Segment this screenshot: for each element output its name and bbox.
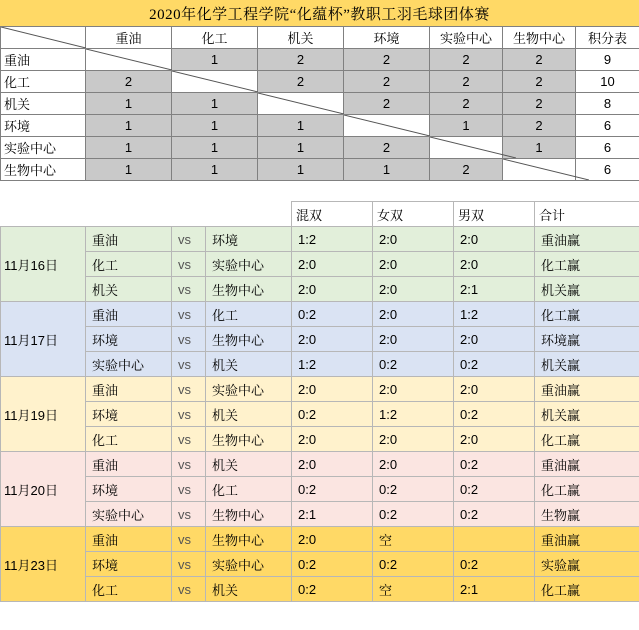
standings-score-cell: 1	[86, 93, 172, 115]
match-date-cell: 11月19日	[1, 377, 86, 452]
standings-points-cell: 6	[576, 159, 639, 181]
table-row	[1, 502, 639, 527]
womens-doubles-score-cell: 2:0	[373, 302, 454, 327]
away-team-cell: 生物中心	[206, 277, 292, 302]
table-row	[1, 277, 639, 302]
match-result-cell: 重油赢	[535, 227, 639, 252]
matches-col-header: 男双	[454, 202, 535, 227]
matches-col-header: 合计	[535, 202, 639, 227]
home-team-cell: 环境	[86, 402, 172, 427]
vs-label-cell: vs	[172, 277, 206, 302]
womens-doubles-score-cell: 2:0	[373, 377, 454, 402]
mixed-doubles-score-cell: 2:0	[292, 427, 373, 452]
standings-row	[1, 71, 639, 93]
womens-doubles-score-cell: 2:0	[373, 452, 454, 477]
table-row	[1, 527, 639, 552]
match-result-cell: 化工赢	[535, 577, 639, 602]
match-result-cell: 重油赢	[535, 527, 639, 552]
vs-label-cell: vs	[172, 402, 206, 427]
mens-doubles-score-cell: 2:0	[454, 327, 535, 352]
standings-row-label: 化工	[1, 71, 86, 93]
standings-row	[1, 49, 639, 71]
standings-points-cell: 6	[576, 137, 639, 159]
home-team-cell: 化工	[86, 427, 172, 452]
womens-doubles-score-cell: 0:2	[373, 477, 454, 502]
home-team-cell: 环境	[86, 477, 172, 502]
standings-score-cell: 1	[172, 93, 258, 115]
standings-diagonal-cell	[344, 115, 430, 137]
matches-header-blank	[1, 202, 86, 227]
womens-doubles-score-cell: 0:2	[373, 352, 454, 377]
mixed-doubles-score-cell: 2:0	[292, 452, 373, 477]
home-team-cell: 化工	[86, 577, 172, 602]
standings-score-cell: 2	[86, 71, 172, 93]
standings-score-cell: 1	[172, 159, 258, 181]
standings-score-cell: 1	[86, 115, 172, 137]
standings-score-cell: 1	[258, 115, 344, 137]
standings-score-cell: 1	[503, 137, 576, 159]
page-title-text: 2020年化学工程学院“化蕴杯”教职工羽毛球团体赛	[149, 6, 490, 23]
home-team-cell: 重油	[86, 227, 172, 252]
away-team-cell: 化工	[206, 477, 292, 502]
match-result-cell: 机关赢	[535, 402, 639, 427]
mixed-doubles-score-cell: 2:0	[292, 527, 373, 552]
standings-col-header: 实验中心	[430, 27, 503, 49]
standings-row	[1, 93, 639, 115]
home-team-cell: 化工	[86, 252, 172, 277]
mens-doubles-score-cell: 0:2	[454, 352, 535, 377]
mens-doubles-score-cell: 0:2	[454, 402, 535, 427]
mixed-doubles-score-cell: 2:0	[292, 252, 373, 277]
standings-score-cell: 1	[172, 115, 258, 137]
mixed-doubles-score-cell: 1:2	[292, 352, 373, 377]
home-team-cell: 重油	[86, 302, 172, 327]
mens-doubles-score-cell: 2:1	[454, 577, 535, 602]
standings-header-row	[1, 27, 639, 49]
standings-col-header: 环境	[344, 27, 430, 49]
standings-score-cell: 2	[258, 49, 344, 71]
womens-doubles-score-cell: 空	[373, 577, 454, 602]
mens-doubles-score-cell: 2:0	[454, 427, 535, 452]
standings-row-label: 实验中心	[1, 137, 86, 159]
match-result-cell: 化工赢	[535, 427, 639, 452]
matches-table	[0, 201, 639, 602]
match-result-cell: 化工赢	[535, 252, 639, 277]
table-row	[1, 477, 639, 502]
vs-label-cell: vs	[172, 502, 206, 527]
standings-col-header: 机关	[258, 27, 344, 49]
standings-col-header: 化工	[172, 27, 258, 49]
mens-doubles-score-cell: 0:2	[454, 552, 535, 577]
standings-score-cell: 1	[258, 137, 344, 159]
away-team-cell: 实验中心	[206, 377, 292, 402]
match-result-cell: 环境赢	[535, 327, 639, 352]
vs-label-cell: vs	[172, 477, 206, 502]
away-team-cell: 实验中心	[206, 252, 292, 277]
vs-label-cell: vs	[172, 452, 206, 477]
vs-label-cell: vs	[172, 552, 206, 577]
womens-doubles-score-cell: 0:2	[373, 502, 454, 527]
away-team-cell: 实验中心	[206, 552, 292, 577]
home-team-cell: 重油	[86, 452, 172, 477]
vs-label-cell: vs	[172, 252, 206, 277]
mixed-doubles-score-cell: 2:1	[292, 502, 373, 527]
standings-score-cell: 2	[344, 49, 430, 71]
match-date-cell: 11月20日	[1, 452, 86, 527]
table-row	[1, 227, 639, 252]
womens-doubles-score-cell: 空	[373, 527, 454, 552]
table-row	[1, 552, 639, 577]
standings-row	[1, 137, 639, 159]
standings-diagonal-cell	[172, 71, 258, 93]
vs-label-cell: vs	[172, 327, 206, 352]
matches-header-blank	[206, 202, 292, 227]
standings-score-cell: 2	[344, 71, 430, 93]
table-row	[1, 327, 639, 352]
away-team-cell: 机关	[206, 402, 292, 427]
match-result-cell: 机关赢	[535, 277, 639, 302]
table-row	[1, 352, 639, 377]
spacer	[0, 181, 639, 201]
standings-score-cell: 2	[344, 93, 430, 115]
mens-doubles-score-cell: 1:2	[454, 302, 535, 327]
standings-score-cell: 1	[172, 137, 258, 159]
vs-label-cell: vs	[172, 377, 206, 402]
womens-doubles-score-cell: 1:2	[373, 402, 454, 427]
standings-row-label: 重油	[1, 49, 86, 71]
matches-header-row	[1, 202, 639, 227]
standings-col-header: 积分表	[576, 27, 639, 49]
womens-doubles-score-cell: 2:0	[373, 427, 454, 452]
mixed-doubles-score-cell: 2:0	[292, 377, 373, 402]
match-result-cell: 机关赢	[535, 352, 639, 377]
home-team-cell: 重油	[86, 377, 172, 402]
table-row	[1, 452, 639, 477]
table-row	[1, 377, 639, 402]
mixed-doubles-score-cell: 0:2	[292, 552, 373, 577]
womens-doubles-score-cell: 2:0	[373, 252, 454, 277]
standings-score-cell: 2	[430, 49, 503, 71]
matches-col-header: 混双	[292, 202, 373, 227]
away-team-cell: 生物中心	[206, 502, 292, 527]
match-result-cell: 生物赢	[535, 502, 639, 527]
away-team-cell: 机关	[206, 452, 292, 477]
womens-doubles-score-cell: 2:0	[373, 227, 454, 252]
standings-score-cell: 1	[172, 49, 258, 71]
standings-score-cell: 2	[503, 93, 576, 115]
mixed-doubles-score-cell: 0:2	[292, 477, 373, 502]
mens-doubles-score-cell: 0:2	[454, 477, 535, 502]
match-result-cell: 重油赢	[535, 452, 639, 477]
standings-row-label: 环境	[1, 115, 86, 137]
standings-score-cell: 2	[430, 93, 503, 115]
standings-col-header: 生物中心	[503, 27, 576, 49]
home-team-cell: 环境	[86, 552, 172, 577]
standings-score-cell: 1	[430, 115, 503, 137]
away-team-cell: 生物中心	[206, 427, 292, 452]
vs-label-cell: vs	[172, 527, 206, 552]
standings-diagonal-cell	[258, 93, 344, 115]
home-team-cell: 重油	[86, 527, 172, 552]
standings-row-label: 生物中心	[1, 159, 86, 181]
table-row	[1, 252, 639, 277]
matches-header-blank	[172, 202, 206, 227]
mens-doubles-score-cell: 0:2	[454, 502, 535, 527]
mens-doubles-score-cell	[454, 527, 535, 552]
vs-label-cell: vs	[172, 352, 206, 377]
vs-label-cell: vs	[172, 302, 206, 327]
matches-header-blank	[86, 202, 172, 227]
away-team-cell: 生物中心	[206, 527, 292, 552]
standings-score-cell: 2	[430, 159, 503, 181]
home-team-cell: 实验中心	[86, 352, 172, 377]
home-team-cell: 环境	[86, 327, 172, 352]
match-date-cell: 11月23日	[1, 527, 86, 602]
standings-col-header: 重油	[86, 27, 172, 49]
match-date-cell: 11月16日	[1, 227, 86, 302]
table-row	[1, 427, 639, 452]
table-row	[1, 577, 639, 602]
mixed-doubles-score-cell: 0:2	[292, 577, 373, 602]
match-result-cell: 重油赢	[535, 377, 639, 402]
standings-diagonal-cell	[503, 159, 576, 181]
standings-points-cell: 9	[576, 49, 639, 71]
womens-doubles-score-cell: 2:0	[373, 327, 454, 352]
mens-doubles-score-cell: 2:0	[454, 252, 535, 277]
standings-row	[1, 115, 639, 137]
standings-score-cell: 2	[344, 137, 430, 159]
standings-score-cell: 2	[430, 71, 503, 93]
away-team-cell: 机关	[206, 577, 292, 602]
womens-doubles-score-cell: 2:0	[373, 277, 454, 302]
mens-doubles-score-cell: 2:0	[454, 227, 535, 252]
away-team-cell: 环境	[206, 227, 292, 252]
womens-doubles-score-cell: 0:2	[373, 552, 454, 577]
standings-row	[1, 159, 639, 181]
standings-diagonal-cell	[86, 49, 172, 71]
standings-table	[0, 26, 639, 181]
home-team-cell: 实验中心	[86, 502, 172, 527]
match-result-cell: 化工赢	[535, 477, 639, 502]
standings-score-cell: 2	[503, 115, 576, 137]
page-title	[0, 0, 639, 26]
standings-score-cell: 1	[258, 159, 344, 181]
home-team-cell: 机关	[86, 277, 172, 302]
standings-score-cell: 2	[503, 71, 576, 93]
standings-row-label: 机关	[1, 93, 86, 115]
table-row	[1, 302, 639, 327]
standings-points-cell: 6	[576, 115, 639, 137]
away-team-cell: 机关	[206, 352, 292, 377]
mixed-doubles-score-cell: 2:0	[292, 327, 373, 352]
away-team-cell: 生物中心	[206, 327, 292, 352]
match-result-cell: 化工赢	[535, 302, 639, 327]
standings-diagonal-cell	[430, 137, 503, 159]
mixed-doubles-score-cell: 0:2	[292, 402, 373, 427]
mens-doubles-score-cell: 0:2	[454, 452, 535, 477]
standings-score-cell: 2	[503, 49, 576, 71]
table-row	[1, 402, 639, 427]
standings-score-cell: 1	[86, 159, 172, 181]
matches-col-header: 女双	[373, 202, 454, 227]
vs-label-cell: vs	[172, 227, 206, 252]
vs-label-cell: vs	[172, 577, 206, 602]
standings-score-cell: 2	[258, 71, 344, 93]
standings-score-cell: 1	[344, 159, 430, 181]
mens-doubles-score-cell: 2:0	[454, 377, 535, 402]
match-result-cell: 实验赢	[535, 552, 639, 577]
standings-corner-cell	[1, 27, 86, 49]
vs-label-cell: vs	[172, 427, 206, 452]
mixed-doubles-score-cell: 1:2	[292, 227, 373, 252]
mixed-doubles-score-cell: 2:0	[292, 277, 373, 302]
mens-doubles-score-cell: 2:1	[454, 277, 535, 302]
standings-points-cell: 10	[576, 71, 639, 93]
standings-score-cell: 1	[86, 137, 172, 159]
match-date-cell: 11月17日	[1, 302, 86, 377]
standings-points-cell: 8	[576, 93, 639, 115]
away-team-cell: 化工	[206, 302, 292, 327]
mixed-doubles-score-cell: 0:2	[292, 302, 373, 327]
